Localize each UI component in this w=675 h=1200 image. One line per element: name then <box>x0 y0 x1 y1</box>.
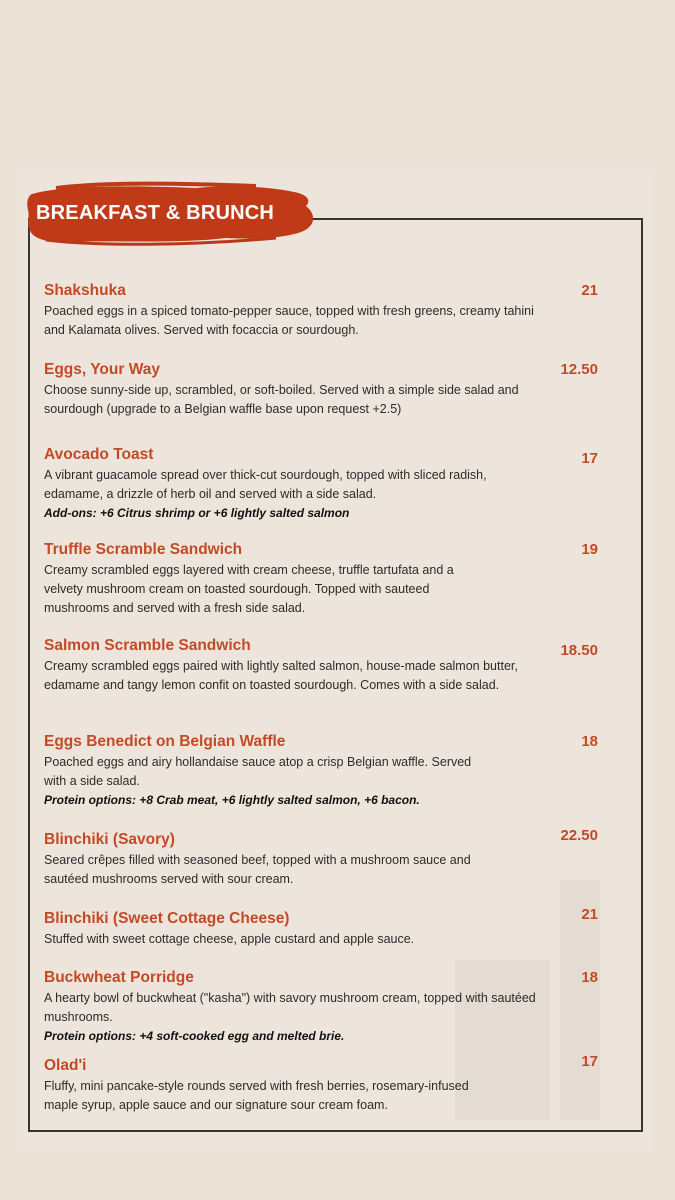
item-price: 21 <box>581 906 598 923</box>
item-name: Eggs Benedict on Belgian Waffle <box>44 733 286 750</box>
menu-item <box>44 281 624 340</box>
item-description: Creamy scrambled eggs layered with cream cheese, truffle tartufata and a velvety mushroom cream on toasted sourdough. Topped with sauteed mushrooms and served with a fresh side salad. <box>44 563 454 615</box>
menu-item <box>44 1053 624 1115</box>
item-price: 18 <box>581 969 598 986</box>
item-protein-options: Protein options: +4 soft-cooked egg and melted brie. <box>44 1029 345 1043</box>
item-description: Seared crêpes filled with seasoned beef, topped with a mushroom sauce and sautéed mushrooms served with sour cream. <box>44 853 471 886</box>
section-title: BREAKFAST & BRUNCH <box>36 202 275 224</box>
menu-item <box>44 968 624 1046</box>
item-description: Stuffed with sweet cottage cheese, apple custard and apple sauce. <box>44 932 415 946</box>
item-description: A vibrant guacamole spread over thick-cut sourdough, topped with sliced radish, edamame, a drizzle of herb oil and served with a side salad. <box>44 468 487 501</box>
item-protein-options: Protein options: +8 Crab meat, +6 lightly salted salmon, +6 bacon. <box>44 793 420 807</box>
item-price: 18.50 <box>560 642 598 659</box>
item-name: Blinchiki (Sweet Cottage Cheese) <box>44 910 290 927</box>
item-name: Blinchiki (Savory) <box>44 831 175 848</box>
item-name: Truffle Scramble Sandwich <box>44 541 243 558</box>
item-name: Avocado Toast <box>44 446 154 463</box>
section-banner <box>26 180 316 248</box>
item-description: Poached eggs and airy hollandaise sauce atop a crisp Belgian waffle. Served with a side salad. <box>44 755 472 788</box>
item-name: Olad'i <box>44 1057 87 1074</box>
menu-item <box>44 360 624 419</box>
item-price: 18 <box>581 733 598 750</box>
item-addons: Add-ons: +6 Citrus shrimp or +6 lightly salted salmon <box>44 506 350 520</box>
menu-item <box>44 636 624 695</box>
menu-item <box>44 445 624 523</box>
menu-item <box>44 540 624 618</box>
item-description: A hearty bowl of buckwheat ("kasha") with savory mushroom cream, topped with sautéed mushrooms. <box>44 991 536 1024</box>
item-price: 21 <box>581 282 598 299</box>
menu-item <box>44 827 624 889</box>
item-description: Choose sunny-side up, scrambled, or soft-boiled. Served with a simple side salad and sourdough (upgrade to a Belgian waffle base upon request +2.5) <box>44 383 519 416</box>
item-name: Shakshuka <box>44 282 126 299</box>
item-description: Creamy scrambled eggs paired with lightly salted salmon, house-made salmon butter, edamame and tangy lemon confit on toasted sourdough. Comes with a side salad. <box>44 659 518 692</box>
item-name: Eggs, Your Way <box>44 361 160 378</box>
item-price: 17 <box>581 450 598 467</box>
item-description: Poached eggs in a spiced tomato-pepper sauce, topped with fresh greens, creamy tahini and Kalamata olives. Served with focaccia or sourdough. <box>44 304 534 337</box>
item-description: Fluffy, mini pancake-style rounds served with fresh berries, rosemary-infused maple syrup, apple sauce and our signature sour cream foam. <box>44 1079 469 1112</box>
item-price: 19 <box>581 541 598 558</box>
menu-item <box>44 906 624 949</box>
item-name: Buckwheat Porridge <box>44 969 194 986</box>
item-price: 22.50 <box>560 827 598 844</box>
item-price: 12.50 <box>560 361 598 378</box>
item-price: 17 <box>581 1053 598 1070</box>
menu-item <box>44 732 624 810</box>
item-name: Salmon Scramble Sandwich <box>44 637 251 654</box>
